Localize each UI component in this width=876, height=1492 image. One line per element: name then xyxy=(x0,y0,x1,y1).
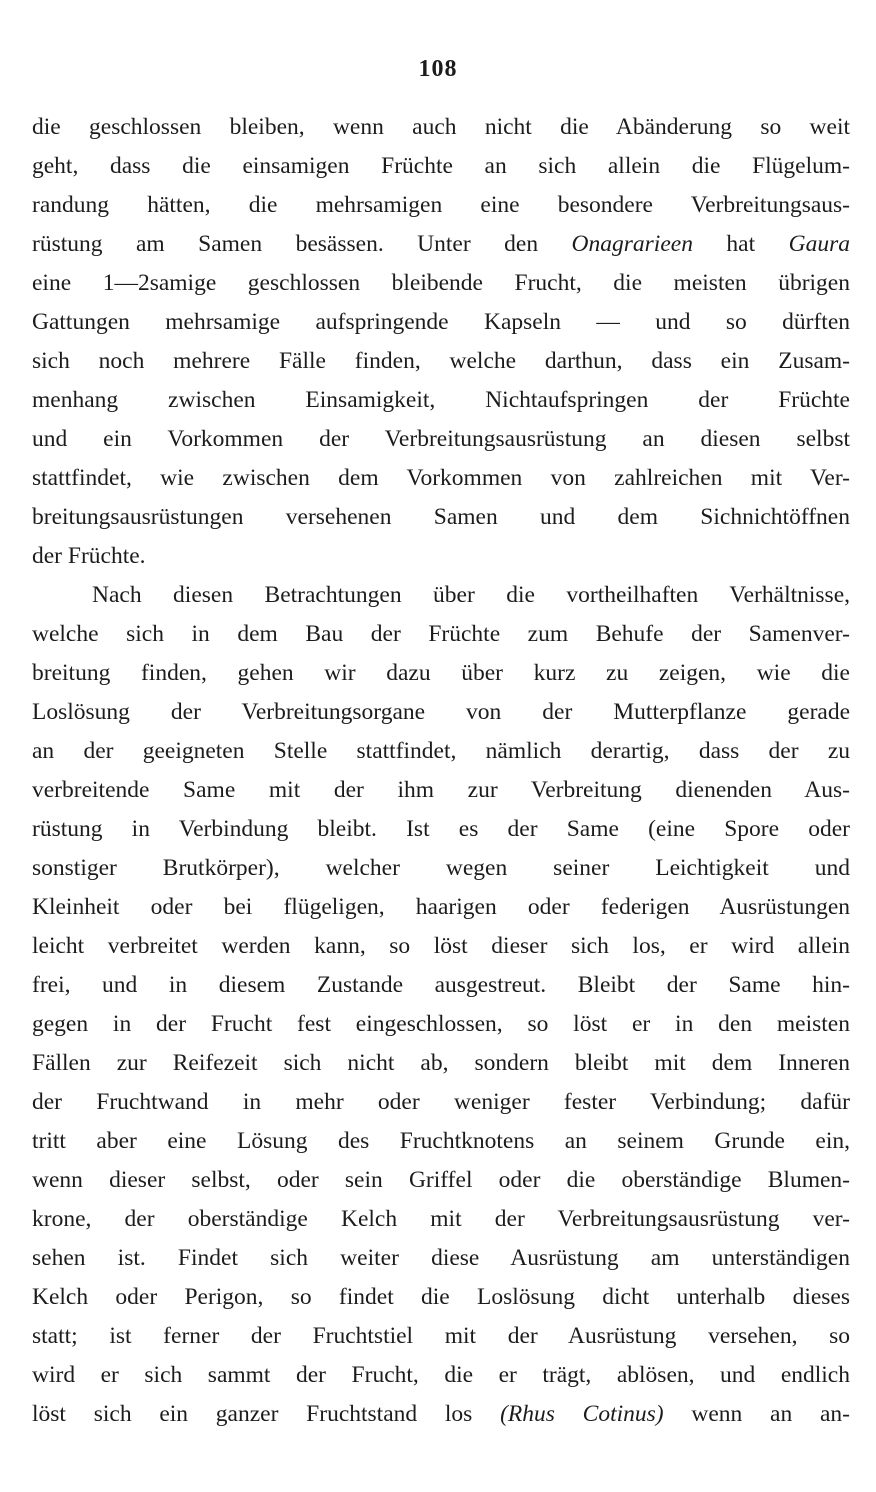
text-line: verbreitende Same mit der ihm zur Verbreitung dienenden Aus- xyxy=(32,777,850,803)
text-line: Nach diesen Betrachtungen über die vortheilhaften Verhältnisse, xyxy=(92,582,850,608)
text-line: sehen ist. Findet sich weiter diese Ausrüstung am unterständigen xyxy=(32,1245,850,1271)
text-span: löst sich ein ganzer Fruchtstand los xyxy=(32,1401,501,1427)
text-line: stattfindet, wie zwischen dem Vorkommen von zahlreichen mit Ver- xyxy=(32,465,850,491)
text-span: rüstung am Samen besässen. Unter den xyxy=(32,231,572,257)
text-line: rüstung in Verbindung bleibt. Ist es der Same (eine Spore oder xyxy=(32,816,850,842)
text-line: eine 1—2samige geschlossen bleibende Frucht, die meisten übrigen xyxy=(32,270,850,296)
text-line: der Früchte. xyxy=(32,543,146,569)
taxon-name: (Rhus Cotinus) xyxy=(500,1401,664,1427)
text-line xyxy=(32,1395,850,1434)
text-line: sonstiger Brutkörper), welcher wegen seiner Leichtigkeit und xyxy=(32,855,850,881)
text-line: welche sich in dem Bau der Früchte zum Behufe der Samenver- xyxy=(32,621,850,647)
text-line: breitungsausrüstungen versehenen Samen und dem Sichnichtöffnen xyxy=(32,504,850,530)
text-line: Gattungen mehrsamige aufspringende Kapseln — und so dürften xyxy=(32,309,850,335)
text-line: statt; ist ferner der Fruchtstiel mit der Ausrüstung versehen, so xyxy=(32,1323,850,1349)
text-line: sich noch mehrere Fälle finden, welche darthun, dass ein Zusam- xyxy=(32,348,850,374)
taxon-name: Gaura xyxy=(788,231,850,257)
text-line: menhang zwischen Einsamigkeit, Nichtaufspringen der Früchte xyxy=(32,387,850,413)
text-line: randung hätten, die mehrsamigen eine besondere Verbreitungsaus- xyxy=(32,192,850,218)
text-line: Kleinheit oder bei flügeligen, haarigen oder federigen Ausrüstungen xyxy=(32,894,850,920)
text-line: tritt aber eine Lösung des Fruchtknotens an seinem Grunde ein, xyxy=(32,1128,850,1154)
text-line: und ein Vorkommen der Verbreitungsausrüstung an diesen selbst xyxy=(32,426,850,452)
taxon-name: Onagrarieen xyxy=(571,231,693,257)
text-line: wenn dieser selbst, oder sein Griffel oder die oberständige Blumen- xyxy=(32,1167,850,1193)
text-line: die geschlossen bleiben, wenn auch nicht die Abänderung so weit xyxy=(32,114,850,140)
text-line: Kelch oder Perigon, so findet die Loslösung dicht unterhalb dieses xyxy=(32,1284,850,1310)
text-line: wird er sich sammt der Frucht, die er trägt, ablösen, und endlich xyxy=(32,1362,850,1388)
text-line: frei, und in diesem Zustande ausgestreut. Bleibt der Same hin- xyxy=(32,972,850,998)
text-line: Fällen zur Reifezeit sich nicht ab, sondern bleibt mit dem Inneren xyxy=(32,1050,850,1076)
text-line: an der geeigneten Stelle stattfindet, nämlich derartig, dass der zu xyxy=(32,738,850,764)
text-span: hat xyxy=(692,231,789,257)
text-line: der Fruchtwand in mehr oder weniger fester Verbindung; dafür xyxy=(32,1089,850,1115)
text-line: geht, dass die einsamigen Früchte an sich allein die Flügelum- xyxy=(32,153,850,179)
text-span: wenn an an- xyxy=(663,1401,850,1427)
text-line xyxy=(32,225,850,264)
text-line: gegen in der Frucht fest eingeschlossen, so löst er in den meisten xyxy=(32,1011,850,1037)
body-text xyxy=(32,108,850,1434)
page-number: 108 xyxy=(418,56,458,82)
text-line: Loslösung der Verbreitungsorgane von der Mutterpflanze gerade xyxy=(32,699,850,725)
text-line: krone, der oberständige Kelch mit der Verbreitungsausrüstung ver- xyxy=(32,1206,850,1232)
text-line: leicht verbreitet werden kann, so löst dieser sich los, er wird allein xyxy=(32,933,850,959)
text-line: breitung finden, gehen wir dazu über kurz zu zeigen, wie die xyxy=(32,660,850,686)
